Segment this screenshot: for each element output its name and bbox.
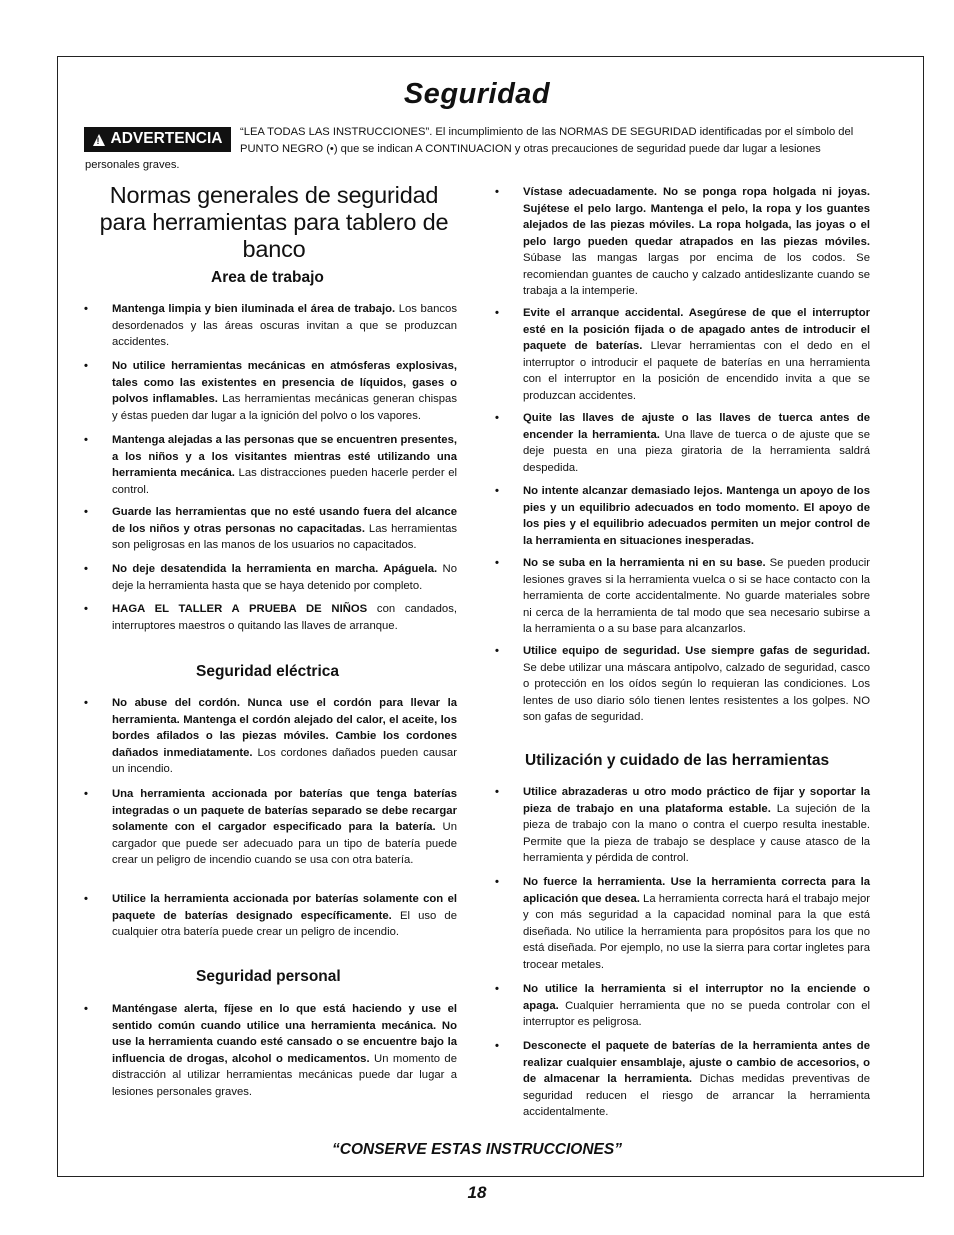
- heading-utilizacion-cuidado: Utilización y cuidado de las herramientas: [525, 752, 830, 769]
- heading-area-de-trabajo: Area de trabajo: [211, 269, 324, 286]
- list-item-text: [523, 483, 870, 549]
- list-item-plain-text: La sujeción de la pieza de trabajo con la mano o contra el cuerpo resulta inestable. Permite que la pieza de trabajo se desplace y cause atasco de la herramienta y pérdida de control.: [523, 802, 870, 864]
- bullet-icon: •: [84, 893, 88, 905]
- heading-seguridad-personal: Seguridad personal: [196, 968, 341, 985]
- list-item-bold-text: No deje desatendida la herramienta en marcha. Apáguela.: [112, 563, 438, 575]
- list-item-plain-text: Se pueden producir lesiones graves si la herramienta vuelca o si se hace contacto con la herramienta de corte accidentalmente. No guarde materiales sobre ni cerca de la herramienta de tal modo que sea necesario subirse a la herramienta o a su base para alcanzarlos.: [523, 557, 870, 635]
- list-item-bold-text: No utilice la herramienta si el interruptor no la enciende o apaga.: [523, 983, 870, 1012]
- list-item-plain-text: Las distracciones pueden hacerle perder el control.: [112, 467, 457, 496]
- list-item-text: [112, 432, 457, 498]
- list-item-bold-text: Evite el arranque accidental. Asegúrese de que el interruptor esté en la posición fijada o de apagado antes de introducir el paquete de baterías.: [523, 307, 870, 352]
- bullet-icon: •: [84, 1003, 88, 1015]
- list-item-text: [523, 643, 870, 726]
- list-item-bold-text: Mantenga limpia y bien iluminada el área de trabajo.: [112, 303, 396, 315]
- list-item-text: [523, 555, 870, 638]
- bullet-icon: •: [84, 697, 88, 709]
- bullet-icon: •: [495, 645, 499, 657]
- footer-note: “CONSERVE ESTAS INSTRUCCIONES”: [332, 1141, 622, 1158]
- bullet-icon: •: [495, 412, 499, 424]
- bullet-icon: •: [495, 485, 499, 497]
- list-item-bold-text: Vístase adecuadamente. No se ponga ropa holgada ni joyas. Sujétese el pelo largo. Mantenga el pelo, la ropa y los guantes alejados de las piezas móviles. La ropa holgada, las joyas o el pelo largo pueden quedar atrapados en las piezas móviles.: [523, 186, 870, 248]
- list-item-text: [112, 301, 457, 351]
- list-item-text: [112, 601, 457, 634]
- bullet-icon: •: [495, 876, 499, 888]
- bullet-icon: •: [84, 360, 88, 372]
- list-item-plain-text: Llevar herramientas con el dedo en el interruptor o introducir el paquete de baterías en una herramienta con el interruptor en la posición de encendido invita a que se produzcan accidentes.: [523, 340, 870, 402]
- page-number: 18: [467, 1183, 487, 1202]
- list-item-plain-text: La herramienta correcta hará el trabajo mejor y con más seguridad a la capacidad nominal para la que está diseñada. No utilice la herramienta para propósitos para los que no está diseñada. Por ejemplo, no use la sierra para cortar ingletes para trocear metales.: [523, 892, 870, 971]
- bullet-icon: •: [495, 186, 499, 198]
- list-item-text: [112, 358, 457, 424]
- warning-badge: [84, 127, 231, 152]
- list-item-text: [523, 784, 870, 867]
- page-title: Seguridad: [403, 78, 551, 110]
- list-item-plain-text: Las herramientas son peligrosas en las manos de los usuarios no capacitados.: [112, 522, 458, 551]
- list-item-plain-text: Los bancos desordenados y las áreas oscuras invitan a que se produzcan accidentes.: [112, 303, 457, 348]
- list-item-plain-text: Se debe utilizar una máscara antipolvo, calzado de seguridad, casco o protección en los oídos según lo requieran las condiciones. Los lentes de uso diario sólo tienen lentes resistentes a los golpes. NO son gafas de seguridad.: [523, 661, 870, 723]
- list-item-text: [112, 786, 457, 869]
- list-item-text: [523, 410, 870, 476]
- list-item-text: [112, 891, 457, 941]
- list-item-plain-text: Dichas medidas preventivas de seguridad reducen el riesgo de arrancar la herramienta accidentalmente.: [523, 1073, 870, 1118]
- list-item-bold-text: Manténgase alerta, fíjese en lo que está haciendo y use el sentido común cuando utilice una herramienta mecánica. No use la herramienta cuando esté cansado o se encuentre bajo la influencia de drogas, alcohol o medicamentos.: [112, 1003, 457, 1065]
- list-item-plain-text: Una llave de tuerca o de ajuste que se deje puesta en una pieza giratoria de la herramienta saldrá despedida.: [523, 428, 870, 474]
- bullet-icon: •: [84, 788, 88, 800]
- list-item-text: [112, 1001, 457, 1100]
- warning-text: “LEA TODAS LAS INSTRUCCIONES”. El incumplimiento de las NORMAS DE SEGURIDAD identificadas por el símbolo del PUNTO NEGRO (•) que se indican A CONTINUACION y otras precauciones de seguridad puede dar lugar a lesiones: [240, 126, 854, 155]
- bullet-icon: •: [84, 303, 88, 315]
- bullet-icon: •: [84, 603, 88, 615]
- warning-badge-label: ADVERTENCIA: [110, 130, 223, 148]
- list-item-bold-text: Una herramienta accionada por baterías que tenga baterías integradas o un paquete de baterías separado se debe recargar solamente con el cargador especificado para la batería.: [112, 788, 457, 833]
- list-item-bold-text: Mantenga alejadas a las personas que se encuentren presentes, a los niños y a los visitantes mientras esté utilizando una herramienta mecánica.: [112, 434, 457, 479]
- list-item-bold-text: Utilice abrazaderas u otro modo práctico de fijar y soportar la pieza de trabajo en una plataforma estable.: [523, 786, 870, 815]
- list-item-text: [523, 874, 870, 973]
- list-item-plain-text: con candados, interruptores maestros o quitando las llaves de arranque.: [112, 603, 457, 632]
- list-item-text: [523, 1038, 870, 1121]
- bullet-icon: •: [84, 506, 88, 518]
- list-item-bold-text: No fuerce la herramienta. Use la herramienta correcta para la aplicación que desea.: [523, 876, 870, 905]
- warning-text-continued: personales graves.: [85, 159, 180, 171]
- list-item-text: [523, 981, 870, 1031]
- list-item-bold-text: Quite las llaves de ajuste o las llaves de tuerca antes de encender la herramienta.: [523, 412, 870, 441]
- list-item-text: [523, 184, 870, 300]
- list-item-plain-text: No deje la herramienta hasta que se haya detenido por completo.: [112, 563, 457, 592]
- list-item-text: [523, 305, 870, 404]
- list-item-bold-text: No intente alcanzar demasiado lejos. Mantenga un apoyo de los pies y un equilibrio adecuados en todo momento. El apoyo de los pies y el equilibrio adecuados permiten un mejor control de la herramienta en situaciones inesperadas.: [523, 485, 870, 547]
- list-item-bold-text: Utilice equipo de seguridad. Use siempre gafas de seguridad.: [523, 645, 870, 657]
- list-item-text: [112, 695, 457, 778]
- bullet-icon: •: [495, 786, 499, 798]
- list-item-plain-text: Los cordones dañados pueden causar un incendio.: [112, 746, 457, 775]
- list-item-bold-text: HAGA EL TALLER A PRUEBA DE NIÑOS: [112, 603, 368, 615]
- bullet-icon: •: [495, 557, 499, 569]
- bullet-icon: •: [84, 434, 88, 446]
- bullet-icon: •: [84, 563, 88, 575]
- bullet-icon: •: [495, 1040, 499, 1052]
- bullet-icon: •: [495, 983, 499, 995]
- list-item-plain-text: Un cargador que puede ser adecuado para un tipo de batería puede crear un peligro de incendio cuando se usa con otra batería.: [112, 821, 457, 866]
- list-item-plain-text: Un momento de distracción al utilizar herramientas mecánicas puede dar lugar a lesiones personales graves.: [112, 1052, 457, 1098]
- list-item-plain-text: Súbase las mangas largas por encima de los codos. Se recomiendan guantes de caucho y calzado antideslizante cuando se trabaja a la intemperie.: [523, 252, 870, 297]
- list-item-bold-text: Utilice la herramienta accionada por baterías solamente con el paquete de baterías designado específicamente.: [112, 893, 457, 922]
- heading-seguridad-electrica: Seguridad eléctrica: [196, 663, 340, 680]
- list-item-bold-text: Desconecte el paquete de baterías de la herramienta antes de realizar cualquier ensamblaje, ajuste o cambio de accesorios, o de almacenar la herramienta.: [523, 1040, 870, 1085]
- warning-triangle-icon: !: [93, 134, 105, 146]
- list-item-plain-text: Cualquier herramienta que no se pueda controlar con el interruptor es peligrosa.: [523, 999, 870, 1028]
- bullet-icon: •: [495, 307, 499, 319]
- list-item-bold-text: No utilice herramientas mecánicas en atmósferas explosivas, tales como las existentes en presencia de líquidos, gases o polvos inflamables.: [112, 360, 457, 405]
- main-heading: Normas generales de seguridad para herramientas para tablero de banco: [99, 182, 449, 262]
- list-item-plain-text: El uso de cualquier otra batería puede crear un peligro de incendio.: [112, 909, 457, 938]
- list-item-bold-text: No abuse del cordón. Nunca use el cordón para llevar la herramienta. Mantenga el cordón alejado del calor, el aceite, los bordes afilados o las piezas móviles. Cambie los cordones dañados inmediatamente.: [112, 697, 457, 759]
- list-item-text: [112, 504, 457, 554]
- list-item-bold-text: Guarde las herramientas que no esté usando fuera del alcance de los niños y otras personas no capacitadas.: [112, 506, 457, 535]
- list-item-text: [112, 561, 457, 594]
- list-item-bold-text: No se suba en la herramienta ni en su base.: [523, 557, 766, 569]
- list-item-plain-text: Las herramientas mecánicas generan chispas y éstas pueden dar lugar a la ignición del polvo o los vapores.: [112, 393, 457, 422]
